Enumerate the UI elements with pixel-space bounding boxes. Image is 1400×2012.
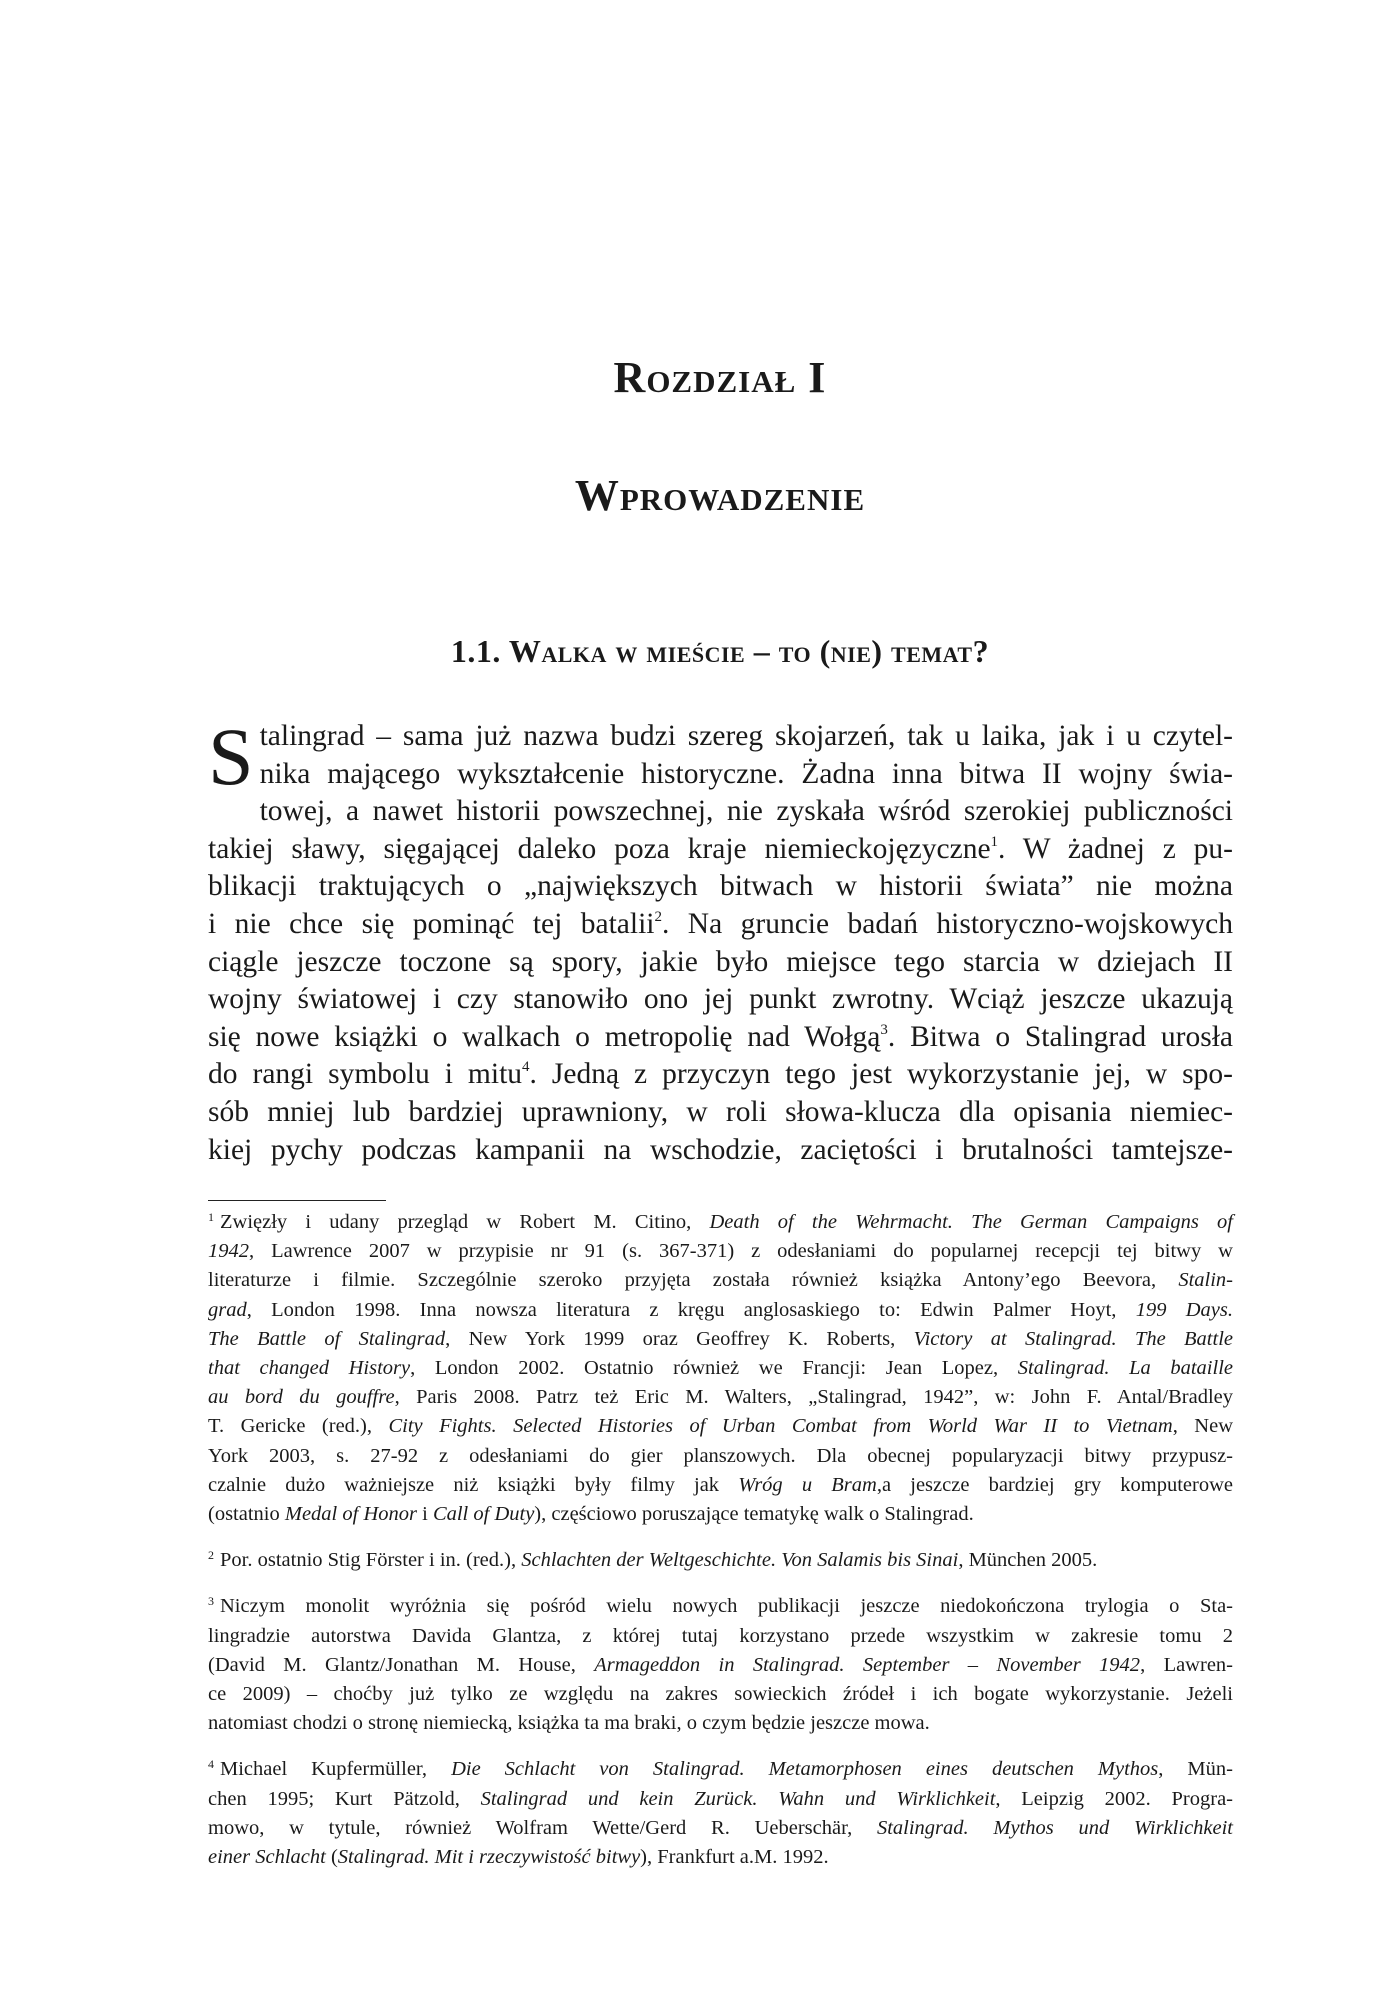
body-paragraph [208,711,1233,1169]
body-line: wojny światowej i czy stanowiło ono jej punkt zwrotny. Wciąż jeszcze ukazują [208,983,1233,1016]
footnote-number: 2 [208,1548,214,1563]
footnote-number: 3 [208,1594,214,1609]
body-line: takiej sławy, sięgającej daleko poza kraje niemieckojęzyczne$^1$. W żadnej z pu- [208,832,1233,865]
body-line: ciągle jeszcze toczone są spory, jakie było miejsce tego starcia w dziejach II [208,945,1233,978]
footnote-2: $^2$ Por. ostatnio Stig Förster i in. (red.), Schlachten der Weltgeschichte. Von Salamis bis Sinai, München 2005. [208,1548,1098,1572]
section-title: 1.1. Walka w mieście – to (nie) temat? [450,633,990,669]
footnote-separator [208,1200,386,1201]
body-line: talingrad – sama już nazwa budzi szereg skojarzeń, tak u laika, jak i u czytel- [259,720,1233,752]
body-line: do rangi symbolu i mitu$^4$. Jedną z przyczyn tego jest wykorzystanie jej, w spo- [208,1058,1233,1091]
body-line: towej, a nawet historii powszechnej, nie zyskała wśród szerokiej publiczności [259,795,1233,828]
footnote-ref: 2 [654,908,662,925]
footnote-number: 4 [208,1757,214,1772]
footnote-ref: 3 [880,1021,888,1038]
footnote-ref: 4 [522,1059,530,1076]
body-line: i nie chce się pominąć tej batalii$^2$. Na gruncie badań historyczno-wojskowych [208,907,1233,940]
body-line: się nowe książki o walkach o metropolię nad Wołgą$^3$. Bitwa o Stalingrad urosła [208,1020,1233,1053]
footnote-1: $^1$ Zwięzły i udany przegląd w Robert M. Citino, Death of the Wehrmacht. The German Campaigns of 1942, Lawrence 2007 w przypisie nr 91 (s. 367-371) z odesłaniami do popularnej recepcji tej bitwy w literaturze i filmie. Szczególnie szeroko przyjęta została również książka Antony’ego Beevora, Stalin- grad, London 1998. Inna nowsza literatura z kręgu anglosaskiego to: Edwin Palmer Hoyt, 199 Days. The Battle of Stalingrad, New York 1999 oraz Geoffrey K. Roberts, Victory at Stalingrad. The Battle that changed History, London 2002. Ostatnio również we Francji: Jean Lopez, Stalingrad. La bataille au bord du gouffre, Paris 2008. Patrz też Eric M. Walters, „Stalingrad, 1942”, w: John F. Antal/Bradley T. Gericke (red.), City Fights. Selected Histories of Urban Combat from World War II to Vietnam, New York 2003, s. 27-92 z odesłaniami do gier planszowych. Dla obecnej popularyzacji bitwy przypusz- czalnie dużo ważniejsze niż książki były filmy jak Wróg u Bram,a jeszcze bardziej gry komputerowe (ostatnio Medal of Honor i Call of Duty), częściowo poruszające tematykę walk o Stalingrad. [208,1210,1234,1526]
body-line: sób mniej lub bardziej uprawniony, w roli słowa-klucza dla opisania niemiec- [208,1095,1233,1128]
drop-cap: S [208,711,254,802]
footnote-number: 1 [208,1210,214,1224]
footnote-3: $^3$ Niczym monolit wyróżnia się pośród wielu nowych publikacji jeszcze niedokończona trylogia o Sta- lingradzie autorstwa Davida Glantza, z której tutaj korzystano przede wszystkim w zakresie tomu 2 (David M. Glantz/Jonathan M. House, Armageddon in Stalingrad. September – November 1942, Lawren- ce 2009) – choćby już tylko ze względu na zakres sowieckich źródeł i ich bogate wykorzystanie. Jeżeli natomiast chodzi o stronę niemiecką, książka ta ma braki, o czym będzie jeszcze mowa. [208,1594,1233,1735]
body-line: nika mającego wykształcenie historyczne. Żadna inna bitwa II wojny świa- [259,757,1233,790]
footnote-ref: 1 [990,833,999,850]
body-line: blikacji traktujących o „największych bitwach w historii świata” nie można [208,870,1233,903]
footnote-4: $^4$ Michael Kupfermüller, Die Schlacht von Stalingrad. Metamorphosen eines deutschen Mythos, Mün- chen 1995; Kurt Pätzold, Stalingrad und kein Zurück. Wahn und Wirklichkeit, Leipzig 2002. Progra- mowo, w tytule, również Wolfram Wette/Gerd R. Ueberschär, Stalingrad. Mythos und Wirklichkeit einer Schlacht (Stalingrad. Mit i rzeczywistość bitwy), Frankfurt a.M. 1992. [208,1757,1234,1869]
footnotes [208,1203,1233,1884]
chapter-title: Wprowadzenie [574,471,866,520]
chapter-label: Rozdział I [613,353,827,402]
body-line: kiej pychy podczas kampanii na wschodzie, zaciętości i brutalności tamtejsze- [208,1133,1233,1166]
